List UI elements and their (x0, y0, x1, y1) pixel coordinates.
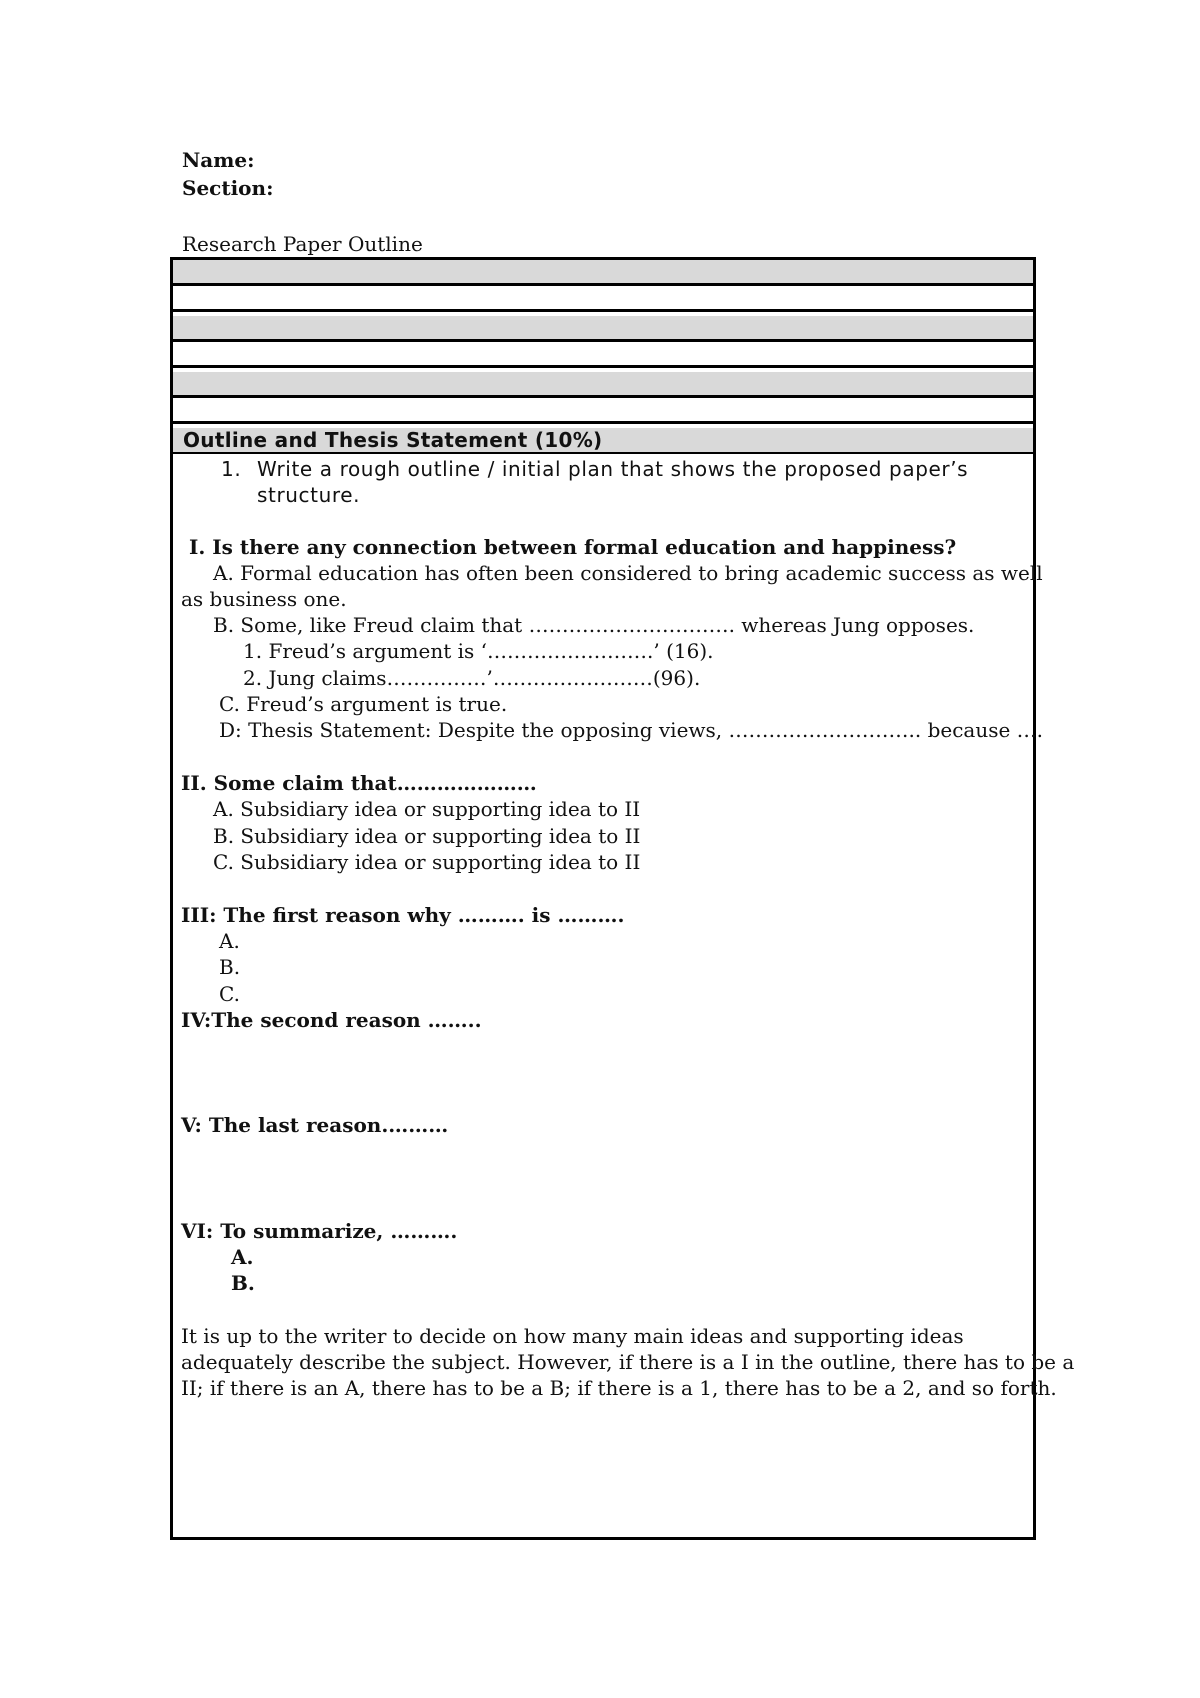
outline-II-C: C. Subsidiary idea or supporting idea to II (213, 850, 641, 874)
outline-III-A: A. (219, 929, 240, 953)
outline-I-A-line2: as business one. (181, 587, 347, 611)
section-heading: Outline and Thesis Statement (10%) (173, 428, 1033, 454)
outline-II-A: A. Subsidiary idea or supporting idea to II (213, 797, 641, 821)
outline-VI-B: B. (231, 1271, 255, 1295)
outline-III-B: B. (219, 955, 241, 979)
outline-I-B1: 1. Freud’s argument is ‘…………………….’ (16). (243, 639, 714, 663)
outline-IV-heading: IV:The second reason …….. (181, 1008, 482, 1032)
outline-VI-heading: VI: To summarize, ………. (181, 1219, 458, 1243)
outline-I-heading: I. Is there any connection between formal education and happiness? (189, 535, 957, 559)
outline-I-B2: 2. Jung claims……………’……………………(96). (243, 666, 701, 690)
instruction-line-1: Write a rough outline / initial plan that shows the proposed paper’s (257, 457, 969, 481)
note-line-1: It is up to the writer to decide on how many main ideas and supporting ideas (181, 1324, 964, 1348)
outline-II-B: B. Subsidiary idea or supporting idea to II (213, 824, 641, 848)
shaded-row-2 (173, 316, 1033, 342)
shaded-row-3 (173, 372, 1033, 398)
section-label: Section: (182, 176, 274, 200)
outline-I-B: B. Some, like Freud claim that …………………………. whereas Jung opposes. (213, 613, 975, 637)
outline-II-heading: II. Some claim that………………… (181, 771, 537, 795)
outline-V-heading: V: The last reason.……… (181, 1113, 449, 1137)
outline-table (170, 257, 1075, 1540)
blank-row-1[interactable] (173, 286, 1033, 312)
outline-I-A-line1: A. Formal education has often been considered to bring academic success as well (213, 561, 1043, 585)
name-label: Name: (182, 148, 255, 172)
shaded-row-1 (173, 260, 1033, 286)
outline-I-C: C. Freud’s argument is true. (219, 692, 508, 716)
blank-row-2[interactable] (173, 342, 1033, 368)
instruction-line-2: structure. (257, 483, 361, 507)
outline-I-D: D: Thesis Statement: Despite the opposing views, ……………………….. because …. (219, 718, 1044, 742)
outline-III-C: C. (219, 982, 240, 1006)
instruction-number: 1. (221, 457, 242, 481)
note-line-3: II; if there is an A, there has to be a B; if there is a 1, there has to be a 2, and so forth. (181, 1376, 1057, 1400)
document-title: Research Paper Outline (182, 232, 423, 256)
outline-VI-A: A. (231, 1245, 254, 1269)
note-line-2: adequately describe the subject. However, if there is a I in the outline, there has to be a (181, 1350, 1075, 1374)
outline-content (173, 454, 1075, 1537)
outline-III-heading: III: The first reason why ………. is ………. (181, 903, 625, 927)
blank-row-3[interactable] (173, 398, 1033, 424)
